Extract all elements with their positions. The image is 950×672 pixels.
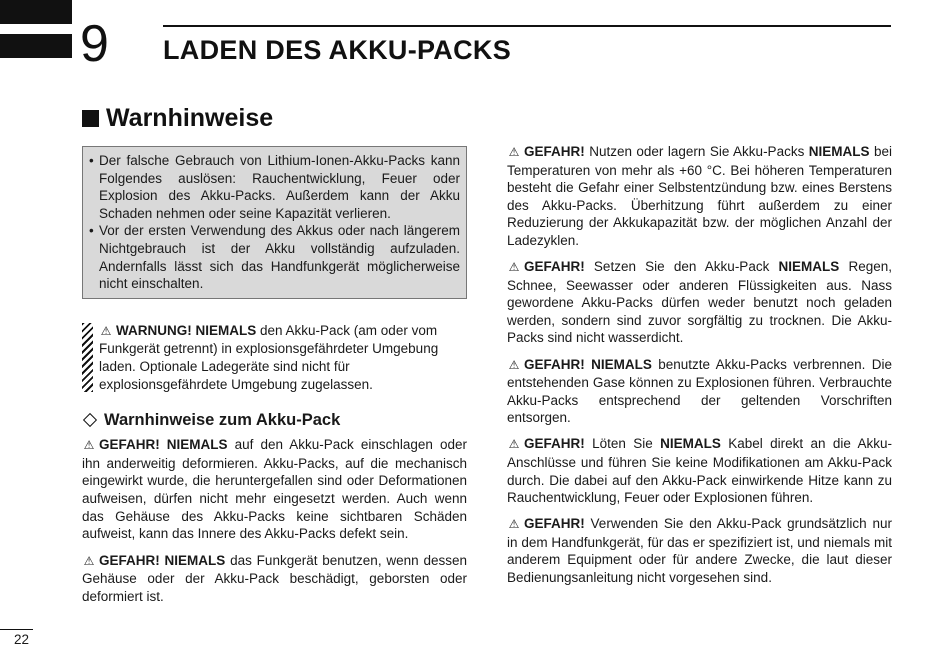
title-rule [163, 25, 891, 27]
warning-body: den Akku-Pack (am oder vom Funkgerät getrennt) in explosionsgefährdeter Umgebung laden. Optionale Ladegeräte sind nicht für explosionsgefährdete Umgebung zugelassen. [99, 322, 439, 392]
danger-label: GEFAHR! [524, 516, 585, 532]
section-title: Warnhinweise [106, 104, 274, 132]
warning-triangle-icon: ⚠ [508, 357, 520, 372]
danger-paragraph [82, 436, 467, 543]
warning-triangle-icon: ⚠ [83, 553, 95, 568]
danger-label: GEFAHR! [524, 144, 585, 159]
danger-text: bei Temperaturen von mehr als +60 °C. Bei höheren Temperaturen besteht die Gefahr einer Selbstentzündung bzw. eines Berstens des Akku-Packs. Überhitzung führt außerdem zu einer Reduzierung der Akkukapazität bzw. der möglichen Anzahl der Ladezyklen. [507, 144, 892, 248]
danger-label: GEFAHR! NIEMALS [99, 437, 228, 453]
right-column [507, 143, 892, 587]
notice-text: Der falsche Gebrauch von Lithium-Ionen-Akku-Packs kann Folgendes auslösen: Rauchentwicklung, Feuer oder Explosion des Akku-Packs. Außerdem kann der Akku Schaden nehmen oder seine Kapazität verlieren. [99, 153, 460, 221]
danger-text: Kabel direkt an die Akku-Anschlüsse und führen Sie keine Modifikationen am Akku-Pack durch. Die dabei auf den Akku-Pack einwirkende Hitze kann zu Rauchentwicklung, Feuer oder Explosionen führen. [507, 436, 892, 506]
danger-text: das Funkgerät benutzen, wenn dessen Gehäuse oder der Akku-Pack beschädigt, geborsten oder deformiert ist. [82, 552, 467, 604]
bullet-icon: • [89, 223, 94, 239]
danger-paragraph [507, 258, 892, 347]
warning-triangle-icon: ⚠ [83, 438, 95, 453]
danger-text: Regen, Schnee, Seewasser oder anderen Flüssigkeiten aus. Nass gewordene Akku-Packs dürfen weder benutzt noch geladen werden, sondern sind zuvor sorgfältig zu trocknen. Die Akku-Packs sind nicht wasserdicht. [507, 259, 892, 346]
page-number-rule [0, 629, 33, 630]
page-number: 22 [14, 632, 30, 647]
danger-text: Nutzen oder lagern Sie Akku-Packs [584, 144, 809, 159]
danger-emphasis: NIEMALS [778, 259, 840, 275]
danger-label: GEFAHR! NIEMALS [99, 552, 226, 568]
danger-paragraph [507, 143, 892, 250]
danger-paragraph [82, 552, 467, 606]
chapter-tab-bottom [0, 34, 72, 58]
bullet-icon: • [89, 153, 94, 168]
chapter-tab-top [0, 0, 72, 24]
danger-text: benutzte Akku-Packs verbrennen. Die entstehenden Gase können zu Explosionen führen. Verbrauchte Akku-Packs entsprechend der geltenden Vorschriften entsorgen. [507, 356, 892, 426]
diamond-icon [83, 413, 97, 427]
warning-triangle-icon: ⚠ [508, 260, 520, 275]
chapter-number: 9 [80, 15, 109, 73]
danger-label: GEFAHR! [524, 436, 585, 452]
warning-triangle-icon: ⚠ [508, 145, 520, 159]
warning-triangle-icon: ⚠ [100, 323, 112, 338]
warning-text [99, 322, 467, 393]
danger-paragraph [507, 356, 892, 427]
notice-item [89, 152, 460, 222]
notice-text: Vor der ersten Verwendung des Akkus oder nach längerem Nichtgebrauch ist der Akku vollständig aufzuladen. Andernfalls lässt sich das Handfunkgerät möglicherweise nicht einschalten. [99, 223, 460, 292]
section-heading [82, 101, 273, 135]
notice-item [89, 222, 460, 292]
danger-emphasis: NIEMALS [808, 144, 870, 159]
warning-label: WARNUNG! NIEMALS [116, 322, 257, 338]
warning-triangle-icon: ⚠ [508, 437, 520, 452]
chapter-title: LADEN DES AKKU-PACKS [163, 35, 512, 65]
danger-label: GEFAHR! NIEMALS [524, 356, 652, 372]
left-column [82, 146, 467, 605]
danger-text: Verwenden Sie den Akku-Pack grundsätzlich nur in dem Handfunkgerät, für das er spezifiziert ist, und niemals mit anderem Equipment oder für andere Zwecke, die laut dieser Bedienungsanleitung nicht vorgesehen sind. [507, 516, 892, 586]
warning-hatch-icon [82, 323, 93, 392]
danger-text: Setzen Sie den Akku-Pack [584, 259, 779, 275]
warning-triangle-icon: ⚠ [508, 517, 520, 532]
danger-paragraph [507, 515, 892, 586]
subsection-title: Warnhinweise zum Akku-Pack [104, 411, 341, 430]
subsection-heading [82, 409, 467, 431]
notice-box [82, 146, 467, 299]
warning-block [82, 322, 467, 393]
danger-label: GEFAHR! [524, 259, 585, 275]
danger-text: Löten Sie [584, 436, 661, 452]
square-bullet-icon [82, 110, 99, 127]
danger-paragraph [507, 435, 892, 506]
danger-emphasis: NIEMALS [660, 436, 721, 452]
danger-text: auf den Akku-Pack einschlagen oder ihn anderweitig deformieren. Akku-Packs, auf die mechanisch eingewirkt wurde, die heruntergefallen sind oder Deformationen aufweisen, dürfen nicht mehr eingesetzt werden. Auch wenn das Gehäuse des Akku-Packs keine sichtbaren Schäden aufweist, kann das Innere des Akku-Packs defekt sein. [82, 437, 467, 542]
